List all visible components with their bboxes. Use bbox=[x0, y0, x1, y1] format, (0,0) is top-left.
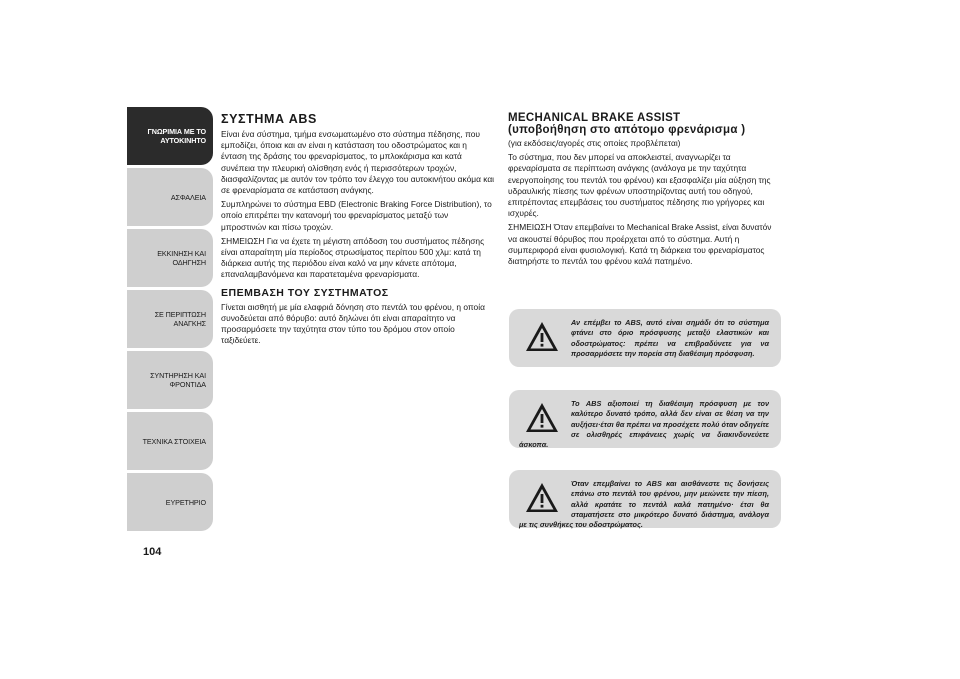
tab-label: ΓΝΩΡΙΜΙΑ ΜΕ ΤΟ ΑΥΤΟΚΙΝΗΤΟ bbox=[147, 127, 206, 145]
tab-index[interactable] bbox=[127, 473, 213, 531]
warning-box bbox=[509, 390, 781, 448]
tab-label: ΑΣΦΑΛΕΙΑ bbox=[170, 192, 206, 202]
tab-label: ΣΕ ΠΕΡΙΠΤΩΣΗ ΑΝΑΓΚΗΣ bbox=[154, 310, 206, 328]
tab-starting-driving[interactable] bbox=[127, 229, 213, 287]
warning-box bbox=[509, 309, 781, 367]
tab-safety[interactable] bbox=[127, 168, 213, 226]
tab-label: ΕΥΡΕΤΗΡΙΟ bbox=[165, 497, 206, 507]
warning-text: Όταν επεμβαίνει το ABS και αισθάνεστε τις δονήσεις επάνω στο πεντάλ του φρένου, μην μειώνετε την πίεση, αλλά κρατάτε το πεντάλ καλά πατημένο· έτσι θα σταματήσετε στο μικρότερο δυνατό διάστημα, ανάλογα με τις συνθήκες του οδοστρώματος. bbox=[519, 479, 769, 530]
tab-getting-to-know-car[interactable] bbox=[127, 107, 213, 165]
warning-triangle-icon bbox=[525, 320, 559, 354]
paragraph: ΣΗΜΕΙΩΣΗ Όταν επεμβαίνει το Mechanical Brake Assist, είναι δυνατόν να ακουστεί θόρυβος που προέρχεται από το σύστημα. Αυτή η συμπεριφορά είναι φυσιολογική. Κατά τη διάρκεια του φρεναρίσματος διατηρήστε το πεντάλ του φρένου καλά πατημένο. bbox=[508, 222, 772, 267]
tab-label: ΣΥΝΤΗΡΗΣΗ ΚΑΙ ΦΡΟΝΤΙΔΑ bbox=[150, 371, 206, 389]
paragraph: Είναι ένα σύστημα, τμήμα ενσωματωμένο στο σύστημα πέδησης, που εμποδίζει, όποια και αν είναι η κατάσταση του οδοστρώματος και η ένταση της δράσης του φρεναρίσματος, το μπλοκάρισμα και κατά συνέπεια την πλευρική ολίσθηση ενός ή περισσότερων τροχών, διασφαλίζοντας με αυτόν τον τρόπο τον έλεγχο του αυτοκινήτου ακόμα και σε φρεναρίσματα σε κατάσταση ανάγκης. bbox=[221, 129, 495, 196]
section-title-mba: MECHANICAL BRAKE ASSIST bbox=[508, 112, 681, 124]
section-title-mba-sub: (υποβοήθηση στο απότομο φρενάρισμα ) bbox=[508, 124, 746, 136]
paragraph: Συμπληρώνει το σύστημα EBD (Electronic Braking Force Distribution), το οποίο επιτρέπει την κατανομή του φρεναρίσματος μεταξύ των μπροστινών και πίσω τροχών. bbox=[221, 199, 492, 232]
chapter-sidebar bbox=[127, 107, 213, 534]
right-column bbox=[508, 112, 782, 270]
tab-label: ΕΚΚΙΝΗΣΗ ΚΑΙ ΟΔΗΓΗΣΗ bbox=[157, 249, 206, 267]
paragraph: Γίνεται αισθητή με μία ελαφριά δόνηση στο πεντάλ του φρένου, η οποία συνοδεύεται από θόρυβο: αυτό δηλώνει ότι είναι απαραίτητο να προσαρμόσετε την ταχύτητα στον τύπο του δρόμου στον οποίο ταξιδεύετε. bbox=[221, 301, 485, 346]
warning-triangle-icon bbox=[525, 481, 559, 515]
page-number: 104 bbox=[143, 546, 162, 558]
tab-maintenance-care[interactable] bbox=[127, 351, 213, 409]
tab-technical-data[interactable] bbox=[127, 412, 213, 470]
warning-text: Το ABS αξιοποιεί τη διαθέσιμη πρόσφυση με τον καλύτερο δυνατό τρόπο, αλλά δεν είναι σε θέση να την αυξήσει·έτσι θα πρέπει να προσέχετε πολύ όταν οδηγείτε σε ολισθηρές επιφάνειες χωρίς να διακινδυνεύετε άσκοπα. bbox=[519, 399, 769, 450]
paragraph: ΣΗΜΕΙΩΣΗ Για να έχετε τη μέγιστη απόδοση του συστήματος πέδησης είναι απαραίτητη μία περίοδος στρωσίματος περίπου 500 χλμ: κατά τη διάρκεια αυτής της περιόδου είναι καλό να μην κάνετε απότομα, επαναλαμβανόμενα και παρατεταμένα φρεναρίσματα. bbox=[221, 235, 485, 280]
warning-triangle-icon bbox=[525, 401, 559, 435]
warning-text: Αν επέμβει το ABS, αυτό είναι σημάδι ότι το σύστημα φτάνει στο όριο πρόσφυσης μεταξύ ελαστικών και οδοστρώματος: πρέπει να επιβραδύνετε για να προσαρμόσετε την πορεία στη διαθέσιμη πρόσφυση. bbox=[571, 318, 769, 358]
section-subtitle: ΕΠΕΜΒΑΣΗ ΤΟΥ ΣΥΣΤΗΜΑΤΟΣ bbox=[221, 286, 389, 299]
left-column bbox=[221, 112, 495, 349]
tab-label: ΤΕΧΝΙΚΑ ΣΤΟΙΧΕΙΑ bbox=[142, 436, 206, 446]
warning-box bbox=[509, 470, 781, 528]
section-title-abs: ΣΥΣΤΗΜΑ ABS bbox=[221, 112, 317, 126]
paragraph: Το σύστημα, που δεν μπορεί να αποκλειστεί, αναγνωρίζει τα φρεναρίσματα σε περίπτωση ανάγκης (ανάλογα με την ταχύτητα ενεργοποίησης του πεντάλ του φρένου) και εξασφαλίζει μία αύξηση της υδραυλικής πίεσης των φρένων υποστηρίζοντας αυτή του οδηγού, επιτρέποντας επεμβάσεις του συστήματος πέδησης πιο γρήγορες και ισχυρές. bbox=[508, 152, 771, 219]
tab-emergency[interactable] bbox=[127, 290, 213, 348]
availability-note: (για εκδόσεις/αγορές στις οποίες προβλέπεται) bbox=[508, 138, 681, 148]
